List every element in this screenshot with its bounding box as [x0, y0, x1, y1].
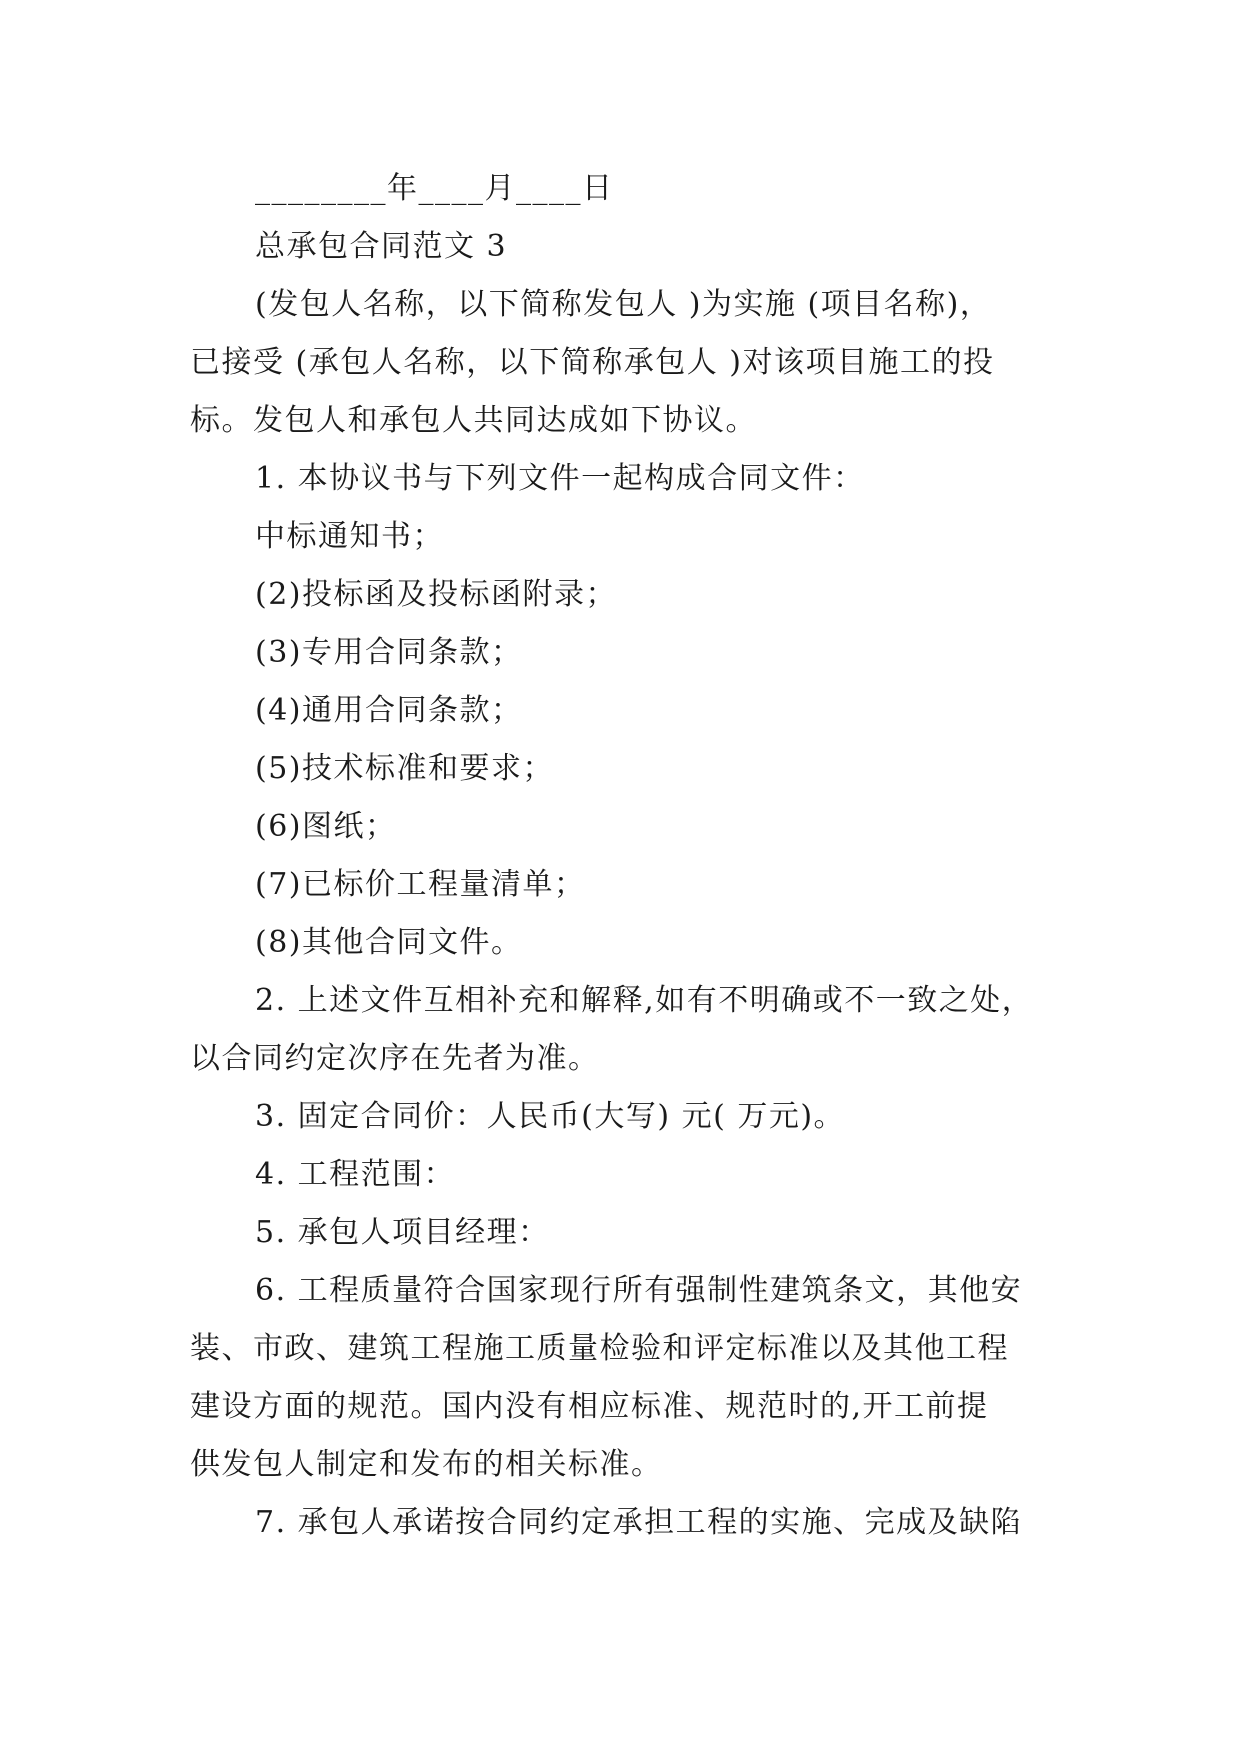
clause-6-line-4: 供发包人制定和发布的相关标准。 — [190, 1447, 663, 1482]
clause-6-line-2: 装、市政、建筑工程施工质量检验和评定标准以及其他工程 — [190, 1331, 1009, 1366]
doc-list-item: (5)技术标准和要求； — [255, 751, 554, 786]
clause-7: 7. 承包人承诺按合同约定承担工程的实施、完成及缺陷 — [255, 1505, 1023, 1540]
clause-6-line-3: 建设方面的规范。国内没有相应标准、规范时的,开工前提 — [190, 1389, 989, 1424]
clause-3: 3. 固定合同价：人民币(大写) 元( 万元)。 — [255, 1099, 846, 1134]
document-title: 总承包合同范文 3 — [255, 229, 508, 264]
intro-line-1: (发包人名称，以下简称发包人 )为实施 (项目名称)， — [255, 287, 992, 322]
doc-list-item: 中标通知书； — [255, 519, 444, 554]
doc-list-item: (3)专用合同条款； — [255, 635, 523, 670]
clause-1: 1. 本协议书与下列文件一起构成合同文件： — [255, 461, 865, 496]
clause-2-line-1: 2. 上述文件互相补充和解释,如有不明确或不一致之处， — [255, 983, 1034, 1018]
clause-4: 4. 工程范围： — [255, 1157, 456, 1192]
doc-list-item: (6)图纸； — [255, 809, 397, 844]
clause-6-line-1: 6. 工程质量符合国家现行所有强制性建筑条文，其他安 — [255, 1273, 1023, 1308]
clause-5: 5. 承包人项目经理： — [255, 1215, 550, 1250]
intro-line-3: 标。发包人和承包人共同达成如下协议。 — [190, 403, 757, 438]
doc-list-item: (2)投标函及投标函附录； — [255, 577, 617, 612]
date-line: ________年____月____日 — [255, 171, 614, 206]
document-body — [190, 160, 1060, 1552]
clause-2-line-2: 以合同约定次序在先者为准。 — [190, 1041, 600, 1076]
intro-line-2: 已接受 (承包人名称，以下简称承包人 )对该项目施工的投 — [190, 345, 995, 380]
doc-list-item: (4)通用合同条款； — [255, 693, 523, 728]
doc-list-item: (7)已标价工程量清单； — [255, 867, 586, 902]
doc-list-item: (8)其他合同文件。 — [255, 925, 523, 960]
